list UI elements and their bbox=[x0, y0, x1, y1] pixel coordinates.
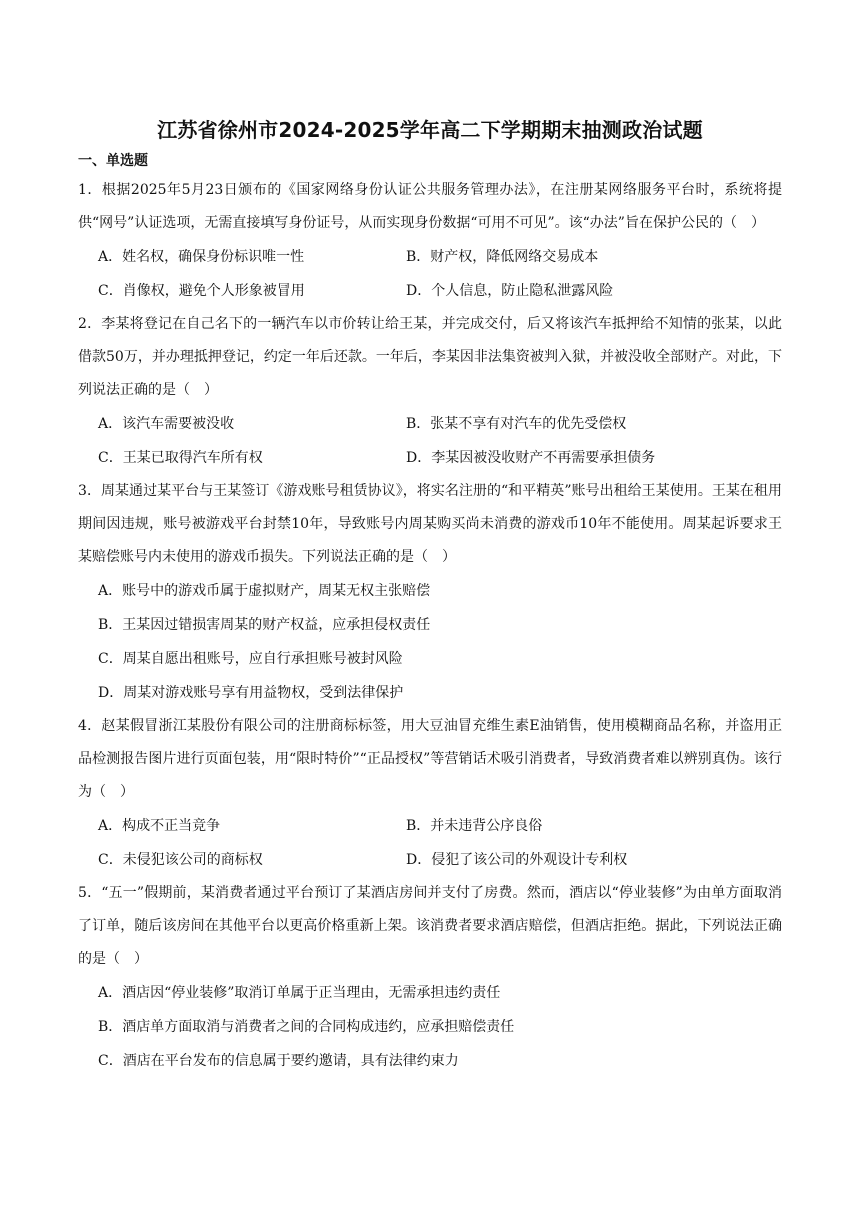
option-list bbox=[78, 976, 782, 1078]
question-5 bbox=[78, 877, 782, 1078]
option-b: B．财产权，降低网络交易成本 bbox=[406, 249, 599, 265]
question-1 bbox=[78, 174, 782, 308]
option-a: A．姓名权，确保身份标识唯一性 bbox=[98, 249, 305, 265]
option-a: A．构成不正当竞争 bbox=[98, 818, 221, 834]
option-d: D．个人信息，防止隐私泄露风险 bbox=[406, 283, 614, 299]
option-list bbox=[78, 574, 782, 710]
option-list bbox=[78, 240, 782, 308]
question-2 bbox=[78, 308, 782, 475]
option-c: C．王某已取得汽车所有权 bbox=[98, 450, 263, 466]
option-d: D．侵犯了该公司的外观设计专利权 bbox=[406, 852, 628, 868]
question-3 bbox=[78, 475, 782, 710]
option-a: A．酒店因“停业装修”取消订单属于正当理由，无需承担违约责任 bbox=[98, 985, 501, 1001]
question-4 bbox=[78, 710, 782, 877]
option-list bbox=[78, 809, 782, 877]
option-list bbox=[78, 407, 782, 475]
option-b: B．酒店单方面取消与消费者之间的合同构成违约，应承担赔偿责任 bbox=[98, 1019, 515, 1035]
question-stem: 4．赵某假冒浙江某股份有限公司的注册商标标签，用大豆油冒充维生素E油销售，使用模糊商品名称，并盗用正品检测报告图片进行页面包装，用“限时特价”“正品授权”等营销话术吸引消费者，导致消费者难以辨别真伪。该行为（ ） bbox=[78, 718, 782, 800]
question-stem: 2．李某将登记在自己名下的一辆汽车以市价转让给王某，并完成交付，后又将该汽车抵押给不知情的张某，以此借款50万，并办理抵押登记，约定一年后还款。一年后，李某因非法集资被判入狱，并被没收全部财产。对此，下列说法正确的是（ ） bbox=[78, 316, 782, 398]
question-stem: 1．根据2025年5月23日颁布的《国家网络身份认证公共服务管理办法》，在注册某网络服务平台时，系统将提供“网号”认证选项，无需直接填写身份证号，从而实现身份数据“可用不可见”。该“办法”旨在保护公民的（ ） bbox=[78, 182, 782, 231]
option-b: B．张某不享有对汽车的优先受偿权 bbox=[406, 416, 627, 432]
option-c: C．周某自愿出租账号，应自行承担账号被封风险 bbox=[98, 651, 403, 667]
option-b: B．王某因过错损害周某的财产权益，应承担侵权责任 bbox=[98, 617, 431, 633]
question-stem: 3．周某通过某平台与王某签订《游戏账号租赁协议》，将实名注册的“和平精英”账号出租给王某使用。王某在租用期间因违规，账号被游戏平台封禁10年，导致账号内周某购买尚未消费的游戏币10年不能使用。周某起诉要求王某赔偿账号内未使用的游戏币损失。下列说法正确的是（ ） bbox=[78, 483, 782, 565]
question-list bbox=[78, 174, 782, 1078]
option-c: C．酒店在平台发布的信息属于要约邀请，具有法律约束力 bbox=[98, 1053, 459, 1069]
question-stem: 5．“五一”假期前，某消费者通过平台预订了某酒店房间并支付了房费。然而，酒店以“停业装修”为由单方面取消了订单，随后该房间在其他平台以更高价格重新上架。该消费者要求酒店赔偿，但酒店拒绝。据此，下列说法正确的是（ ） bbox=[78, 885, 782, 967]
option-d: D．李某因被没收财产不再需要承担债务 bbox=[406, 450, 656, 466]
option-c: C．肖像权，避免个人形象被冒用 bbox=[98, 283, 305, 299]
option-b: B．并未违背公序良俗 bbox=[406, 818, 543, 834]
option-d: D．周某对游戏账号享有用益物权，受到法律保护 bbox=[98, 685, 404, 701]
option-c: C．未侵犯该公司的商标权 bbox=[98, 852, 263, 868]
section-heading: 一、单选题 bbox=[78, 153, 148, 169]
option-a: A．该汽车需要被没收 bbox=[98, 416, 235, 432]
document-title: 江苏省徐州市2024-2025学年高二下学期期末抽测政治试题 bbox=[157, 118, 703, 142]
option-a: A．账号中的游戏币属于虚拟财产，周某无权主张赔偿 bbox=[98, 583, 431, 599]
